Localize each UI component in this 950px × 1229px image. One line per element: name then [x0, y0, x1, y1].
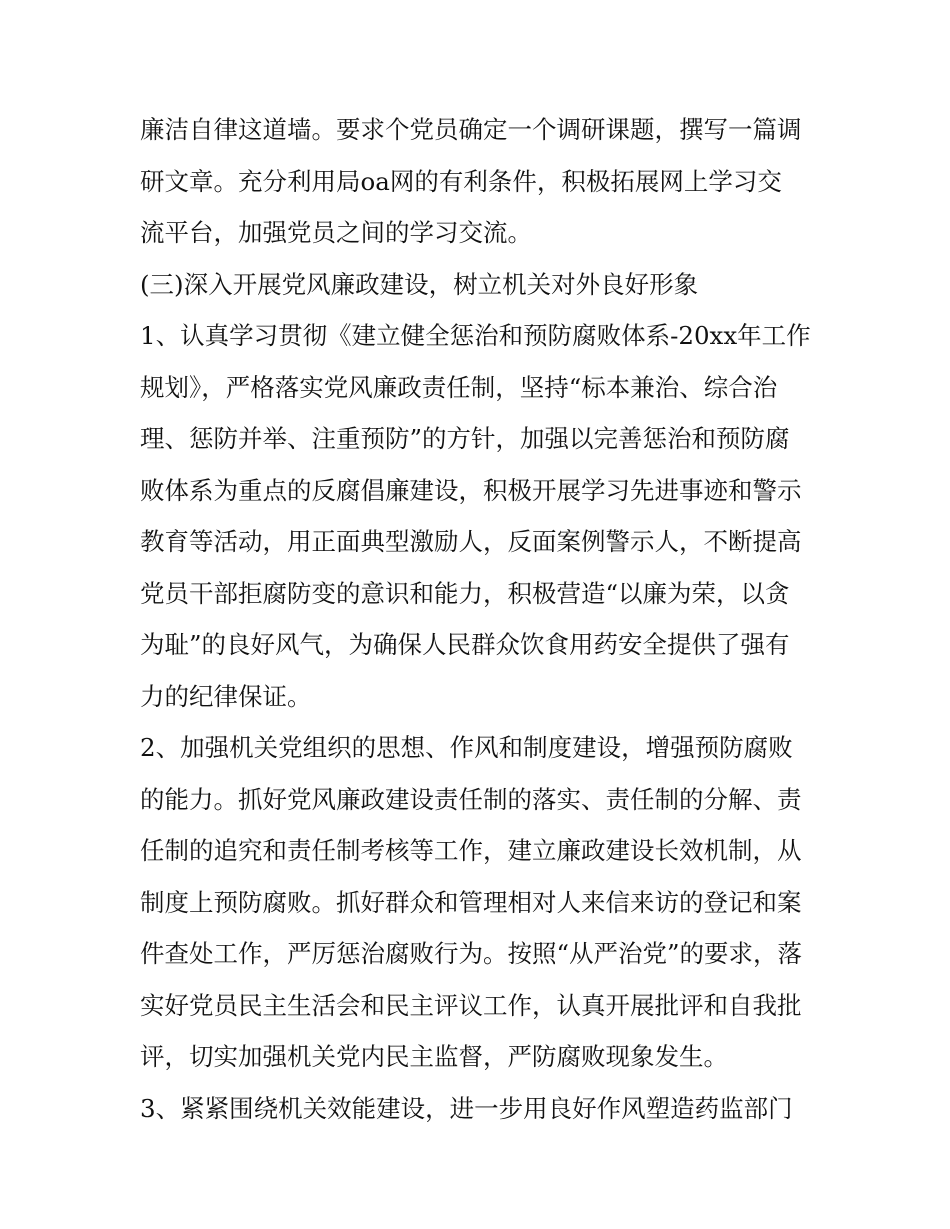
text-line: 的能力。抓好党风廉政建设责任制的落实、责任制的分解、责	[140, 784, 802, 814]
text-line: 流平台，加强党员之间的学习交流。	[140, 218, 532, 247]
text-line: 件查处工作，严厉惩治腐败行为。按照“从严治党”的要求，落	[140, 939, 803, 968]
text-line: 评，切实加强机关党内民主监督，严防腐败现象发生。	[140, 1042, 728, 1071]
text-line: 规划》，严格落实党风廉政责任制，坚持“标本兼治、综合治	[140, 372, 778, 402]
text-line: 任制的追究和责任制考核等工作，建立廉政建设长效机制，从	[140, 836, 802, 865]
text-line: 3、紧紧围绕机关效能建设，进一步用良好作风塑造药监部门	[140, 1093, 793, 1123]
text-line: 党员干部拒腐防变的意识和能力，积极营造“以廉为荣，以贪	[140, 578, 790, 608]
section-heading: (三)深入开展党风廉政建设，树立机关对外良好形象	[140, 269, 699, 299]
text-line: 2、加强机关党组织的思想、作风和制度建设，增强预防腐败	[140, 733, 793, 762]
text-line: 研文章。充分利用局oa网的有利条件，积极拓展网上学习交	[140, 166, 782, 196]
text-line: 廉洁自律这道墙。要求个党员确定一个调研课题，撰写一篇调	[140, 115, 802, 144]
text-line: 力的纪律保证。	[140, 681, 312, 711]
document-body	[140, 104, 820, 1134]
text-line: 实好党员民主生活会和民主评议工作，认真开展批评和自我批	[140, 990, 802, 1020]
text-line: 理、惩防并举、注重预防”的方针，加强以完善惩治和预防腐	[140, 424, 790, 453]
text-line: 1、认真学习贯彻《建立健全惩治和预防腐败体系-20xx年工作	[140, 321, 811, 350]
text-line: 制度上预防腐败。抓好群众和管理相对人来信来访的登记和案	[140, 887, 802, 917]
text-line: 败体系为重点的反腐倡廉建设，积极开展学习先进事迹和警示	[140, 475, 802, 505]
text-line: 教育等活动，用正面典型激励人，反面案例警示人，不断提高	[140, 527, 802, 556]
text-line: 为耻”的良好风气，为确保人民群众饮食用药安全提供了强有	[140, 630, 790, 659]
